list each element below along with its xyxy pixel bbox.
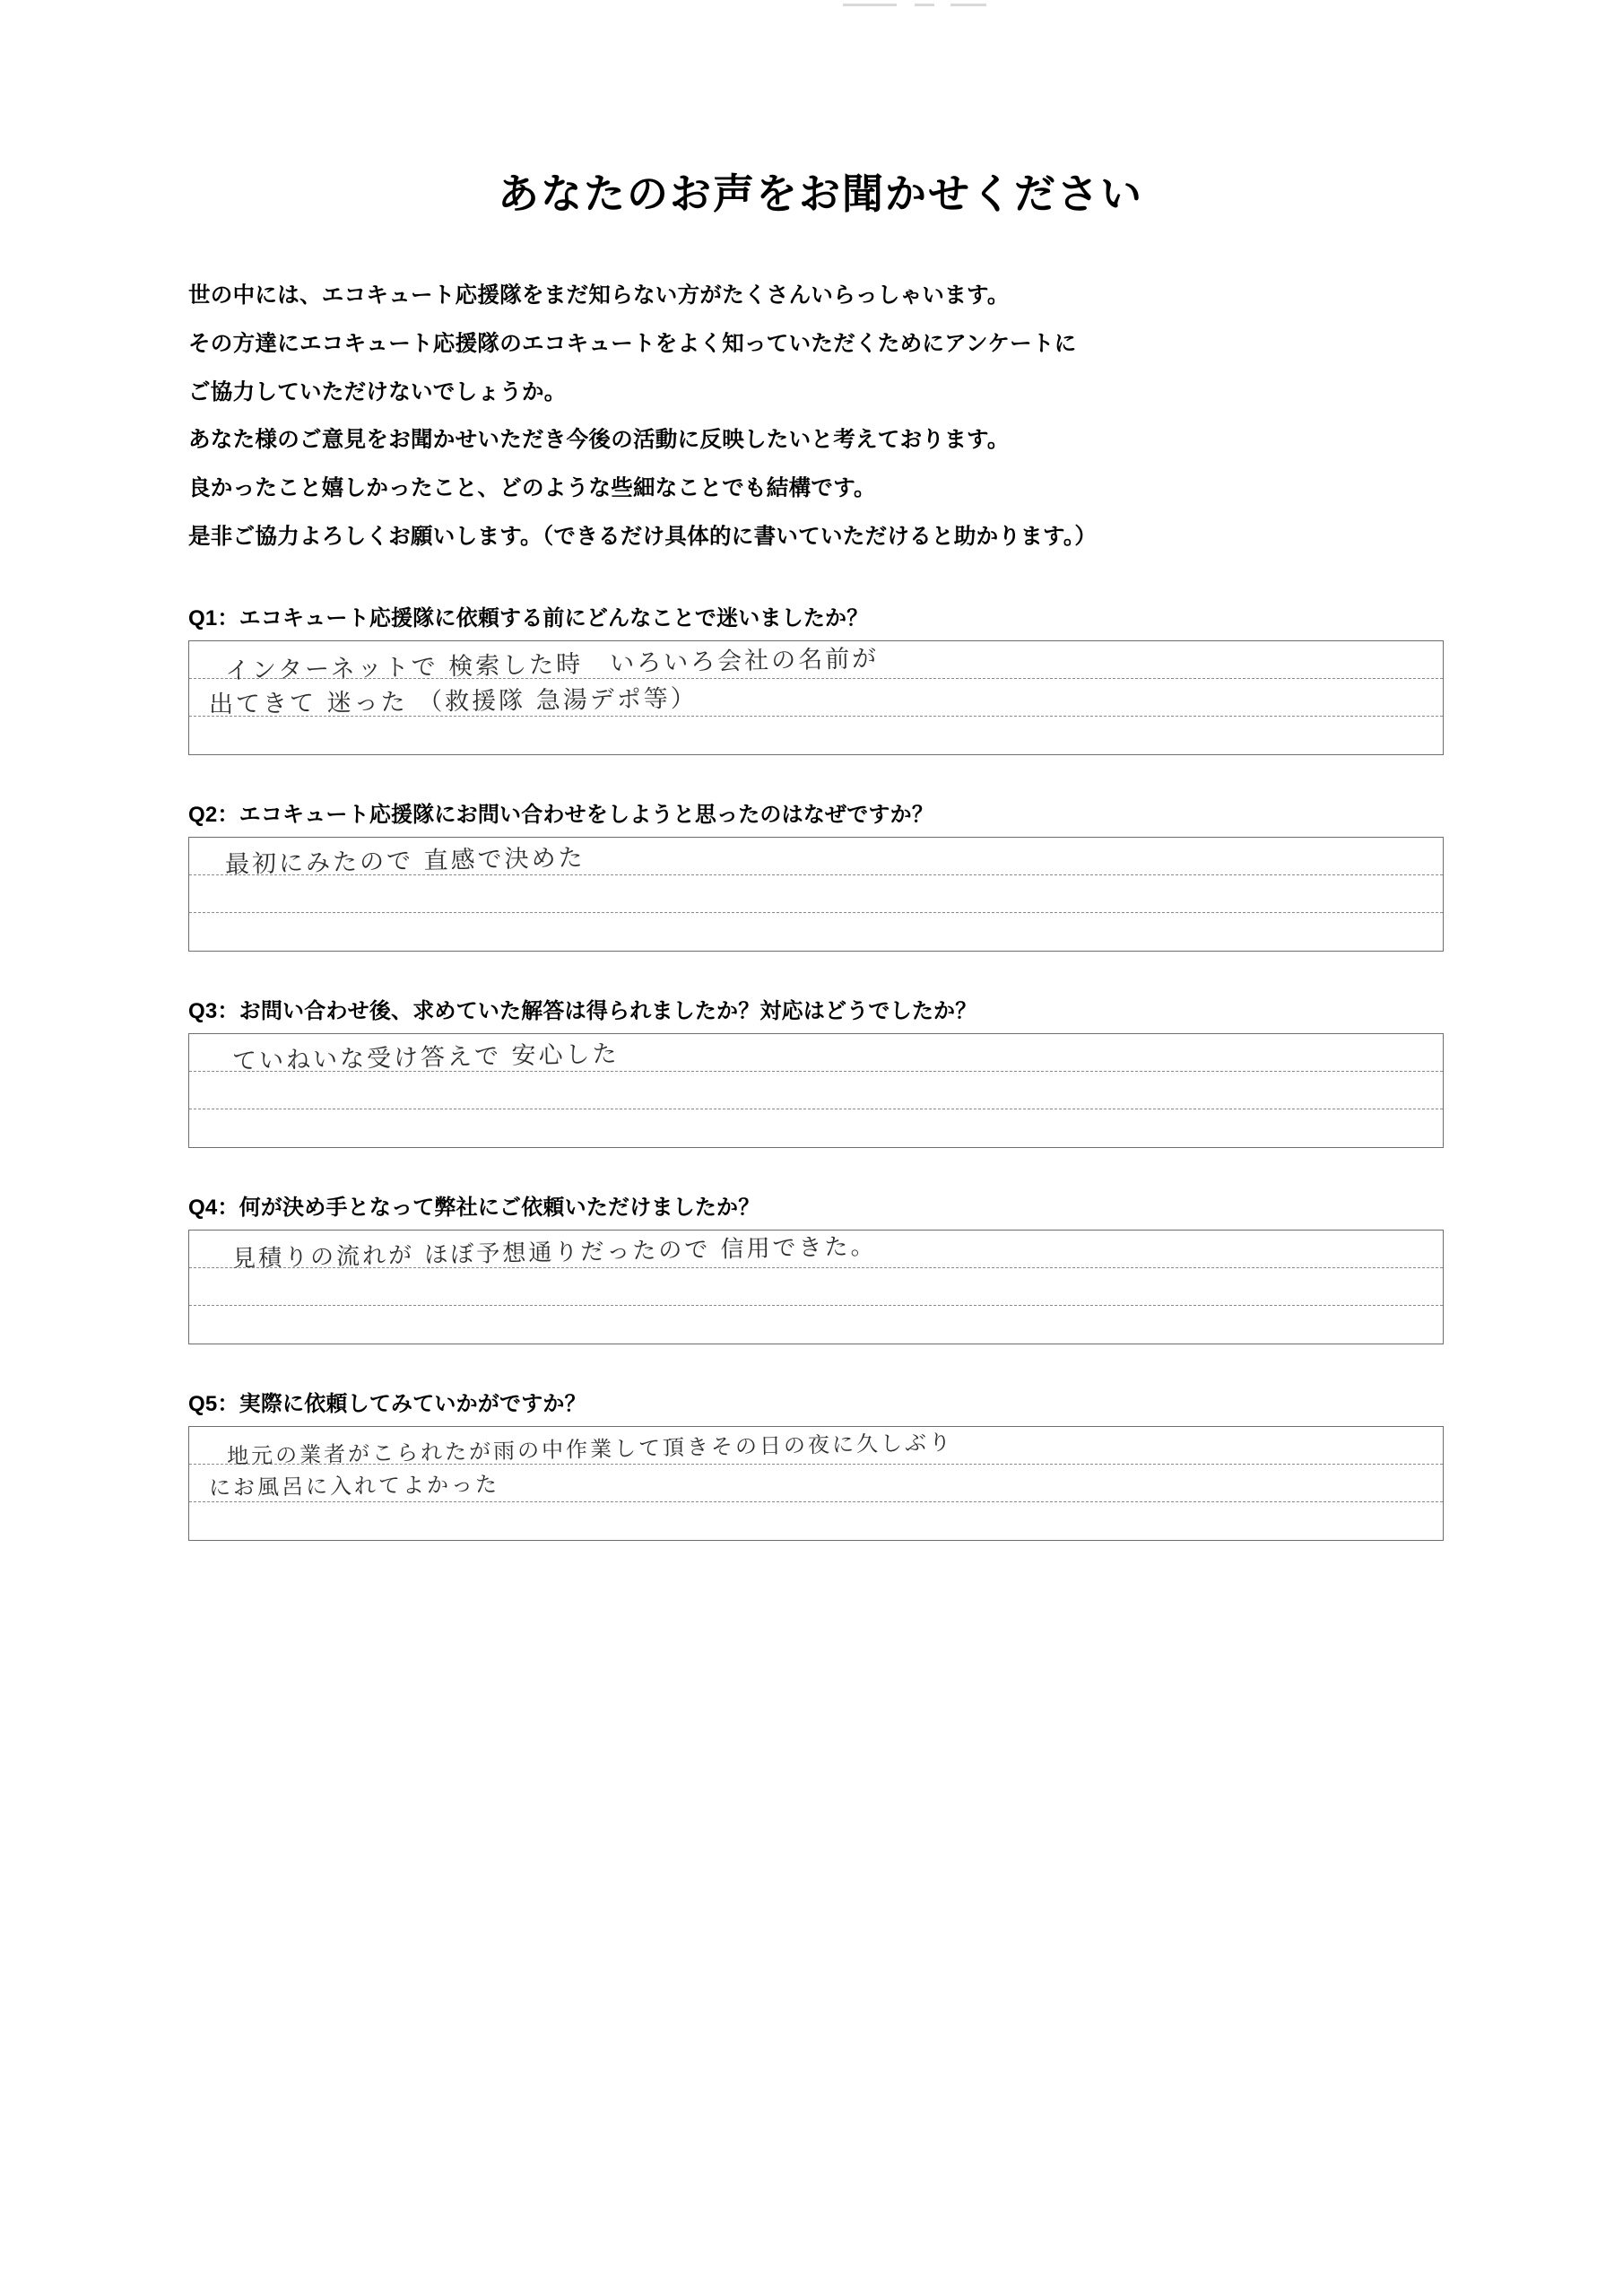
handwritten-answer-q4-line1: 見積りの流れが ほぼ予想通りだったので 信用できた。 [231,1232,877,1273]
answer-line[interactable] [189,1268,1443,1306]
question-block-q5 [188,1386,1444,1541]
answer-line[interactable] [189,1231,1443,1273]
question-label-q1: Q1：エコキュート応援隊に依頼する前にどんなことで迷いましたか？ [188,605,869,631]
answer-line[interactable] [189,1072,1443,1109]
question-label-q4: Q4：何が決め手となって弊社にご依頼いただけましたか？ [188,1195,760,1220]
question-block-q3 [188,993,1444,1148]
handwritten-answer-q3-line1: ていねいな受け答えで 安心した [231,1039,620,1075]
intro-line: その方達にエコキュート応援隊のエコキュートをよく知っていただくためにアンケートに [188,331,1077,356]
question-label-q5: Q5：実際に依頼してみていかがですか？ [188,1391,586,1416]
question-label-q2: Q2：エコキュート応援隊にお問い合わせをしようと思ったのはなぜですか？ [188,802,934,827]
intro-line: 是非ご協力よろしくお願いします。（できるだけ具体的に書いていただけると助かります。） [188,524,1098,549]
answer-line[interactable] [189,1502,1443,1540]
answer-line[interactable] [189,1465,1443,1502]
handwritten-answer-q2-line1: 最初にみたので 直感で決めた [224,843,586,879]
intro-line: 世の中には、エコキュート応援隊をまだ知らない方がたくさんいらっしゃいます。 [188,283,1010,308]
answer-box-q3[interactable] [188,1033,1444,1148]
intro-line: あなた様のご意見をお聞かせいただき今後の活動に反映したいと考えております。 [188,428,1010,453]
answer-line[interactable] [189,1034,1443,1075]
question-block-q2 [188,796,1444,952]
answer-line[interactable] [189,838,1443,879]
answer-line[interactable] [189,641,1443,685]
question-block-q1 [188,600,1444,755]
answer-box-q5[interactable] [188,1426,1444,1541]
question-block-q4 [188,1189,1444,1344]
answer-box-q1[interactable] [188,640,1444,755]
page-title: あなたのお声をお聞かせください [498,170,1143,217]
scan-artifact [950,4,986,6]
answer-line[interactable] [189,1109,1443,1147]
handwritten-answer-q5-line2: にお風呂に入れてよかった [208,1471,500,1500]
answer-line[interactable] [189,875,1443,913]
answer-box-q2[interactable] [188,837,1444,952]
answer-line[interactable] [189,1306,1443,1344]
question-label-q3: Q3：お問い合わせ後、求めていた解答は得られましたか？対応はどうでしたか？ [188,998,977,1023]
answer-line[interactable] [189,717,1443,754]
intro-line: ご協力していただけないでしょうか。 [188,379,567,404]
scan-artifact [843,4,897,6]
answer-line[interactable] [189,913,1443,951]
answer-line[interactable] [189,679,1443,717]
answer-box-q4[interactable] [188,1230,1444,1344]
intro-text [188,274,1444,559]
handwritten-answer-q1-line1: インターネットで 検索した時 いろいろ会社の名前が [224,644,880,685]
answer-line[interactable] [189,1427,1443,1469]
intro-line: 良かったこと嬉しかったこと、どのような些細なことでも結構です。 [188,476,876,501]
document-content [188,135,1444,1541]
handwritten-answer-q1-line2: 出てきて 迷った （救援隊 急湯デポ等） [208,684,698,718]
scan-artifact [915,4,934,6]
handwritten-answer-q5-line1: 地元の業者がこられたが雨の中作業して頂きその日の夜に久しぶり [226,1429,954,1469]
